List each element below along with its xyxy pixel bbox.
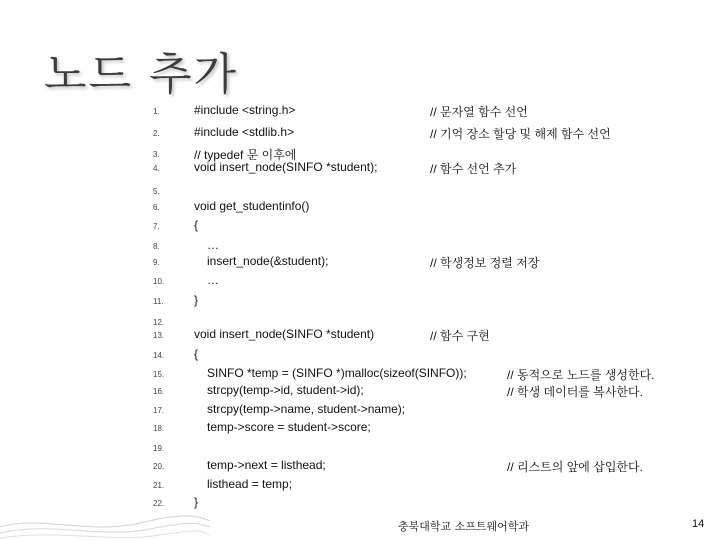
code-text: … xyxy=(207,238,219,252)
line-number: 17. xyxy=(153,406,165,415)
line-number: 13. xyxy=(153,331,165,340)
decorative-wave xyxy=(0,505,210,540)
code-text: { xyxy=(194,218,199,232)
code-text: void get_studentinfo() xyxy=(194,199,310,213)
line-number: 21. xyxy=(153,481,165,490)
line-number: 11. xyxy=(153,297,164,306)
footer-text: 충북대학교 소프트웨어학과 xyxy=(398,520,530,533)
line-number: 8. xyxy=(153,242,160,251)
code-text: // typedef 문 이후에 xyxy=(194,148,297,162)
code-comment: // 리스트의 앞에 삽입한다. xyxy=(507,460,643,474)
code-text: #include <stdlib.h> xyxy=(194,125,295,139)
line-number: 4. xyxy=(153,164,160,173)
line-number: 15. xyxy=(153,370,165,379)
code-comment: // 동적으로 노드를 생성한다. xyxy=(507,368,655,382)
wave-line-1 xyxy=(0,516,210,527)
code-text: #include <string.h> xyxy=(194,103,296,117)
line-number: 12. xyxy=(153,318,165,327)
line-number: 22. xyxy=(153,499,165,508)
code-comment: // 기억 장소 할당 및 해제 함수 선언 xyxy=(430,127,611,141)
code-comment: // 함수 구현 xyxy=(430,329,490,343)
code-comment: // 학생정보 정렬 저장 xyxy=(430,256,540,270)
code-text: listhead = temp; xyxy=(207,477,293,491)
page-number: 14 xyxy=(692,518,705,530)
code-text: temp->score = student->score; xyxy=(207,420,371,434)
code-text: } xyxy=(194,495,199,509)
code-text: { xyxy=(194,347,199,361)
slide-title: 노드 추가 xyxy=(44,49,239,100)
line-number: 5. xyxy=(153,187,160,196)
line-number: 20. xyxy=(153,462,165,471)
code-comment: // 문자열 함수 선언 xyxy=(430,105,528,119)
line-number: 1. xyxy=(153,107,160,116)
code-text: … xyxy=(207,273,219,287)
line-number: 7. xyxy=(153,222,160,231)
code-text: strcpy(temp->name, student->name); xyxy=(207,402,406,416)
code-text: void insert_node(SINFO *student) xyxy=(194,327,375,341)
code-text: strcpy(temp->id, student->id); xyxy=(207,383,364,397)
code-comment: // 학생 데이터를 복사한다. xyxy=(507,385,643,399)
code-text: void insert_node(SINFO *student); xyxy=(194,160,378,174)
line-number: 19. xyxy=(153,444,165,453)
code-comment: // 함수 선언 추가 xyxy=(430,162,517,176)
code-text: insert_node(&student); xyxy=(207,254,329,268)
line-number: 10. xyxy=(153,277,165,286)
wave-line-2 xyxy=(0,523,210,533)
line-number: 14. xyxy=(153,351,165,360)
code-text: temp->next = listhead; xyxy=(207,458,326,472)
line-number: 9. xyxy=(153,258,160,267)
line-number: 3. xyxy=(153,150,160,159)
line-number: 2. xyxy=(153,129,160,138)
line-number: 18. xyxy=(153,424,165,433)
line-number: 16. xyxy=(153,387,165,396)
code-text: SINFO *temp = (SINFO *)malloc(sizeof(SINFO)); xyxy=(207,366,467,380)
line-number: 6. xyxy=(153,203,160,212)
code-text: } xyxy=(194,293,199,307)
